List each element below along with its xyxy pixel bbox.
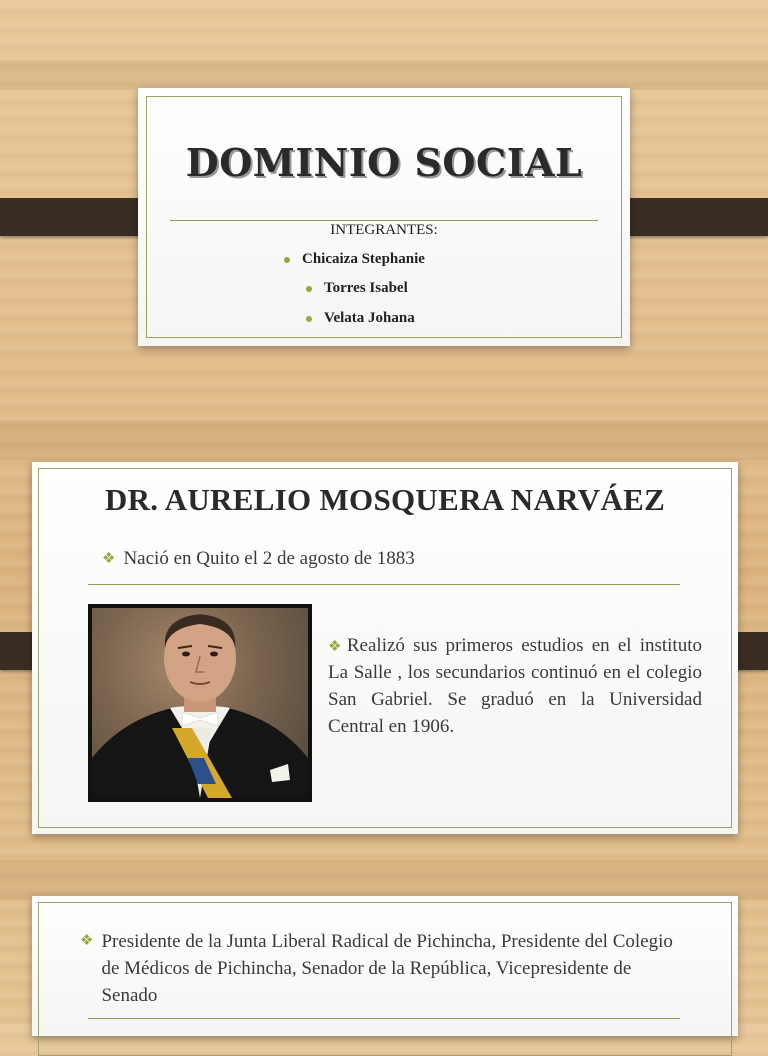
member-name: Chicaiza Stephanie xyxy=(302,251,425,267)
section-divider xyxy=(88,584,680,585)
slide-tab-right xyxy=(612,198,768,236)
portrait-figure xyxy=(92,608,308,798)
studies-paragraph xyxy=(328,632,702,740)
studies-text: Realizó sus primeros estudios en el instituto La Salle , los secundarios continuó en el colegio San Gabriel. Se graduó en la Universidad Central en 1906. xyxy=(328,635,702,737)
positions-bullet xyxy=(80,928,680,1009)
positions-text: Presidente de la Junta Liberal Radical de Pichincha, Presidente del Colegio de Médicos de Pichincha, Senador de la República, Vicepresidente de Senado xyxy=(101,931,673,1006)
diamond-bullet-icon: ❖ xyxy=(328,639,345,655)
diamond-bullet-icon: ❖ xyxy=(102,551,116,567)
positions-slide xyxy=(32,896,738,1036)
member-name: Torres Isabel xyxy=(324,280,408,296)
member-item xyxy=(284,251,425,268)
member-name: Velata Johana xyxy=(324,310,415,326)
slide-title: DR. AURELIO MOSQUERA NARVÁEZ xyxy=(104,482,666,517)
slide-title: DOMINIO SOCIAL xyxy=(185,140,583,185)
bullet-dot-icon xyxy=(306,316,312,322)
slide-tab-left xyxy=(0,198,156,236)
member-item xyxy=(306,310,415,327)
biography-slide xyxy=(32,462,738,834)
slide-frame xyxy=(146,96,622,338)
portrait-painting-icon xyxy=(92,608,308,798)
diamond-bullet-icon: ❖ xyxy=(80,933,94,949)
wood-band xyxy=(0,420,768,460)
wood-band xyxy=(0,60,768,90)
members-label: INTEGRANTES: xyxy=(330,222,438,238)
section-divider xyxy=(88,1018,680,1019)
birth-text: Nació en Quito el 2 de agosto de 1883 xyxy=(123,548,415,569)
title-divider xyxy=(170,220,598,221)
title-slide xyxy=(138,88,630,346)
bullet-dot-icon xyxy=(284,257,290,263)
bullet-dot-icon xyxy=(306,286,312,292)
member-item xyxy=(306,280,408,297)
wood-band xyxy=(0,860,768,900)
portrait-image xyxy=(88,604,312,802)
birth-bullet xyxy=(102,547,415,571)
